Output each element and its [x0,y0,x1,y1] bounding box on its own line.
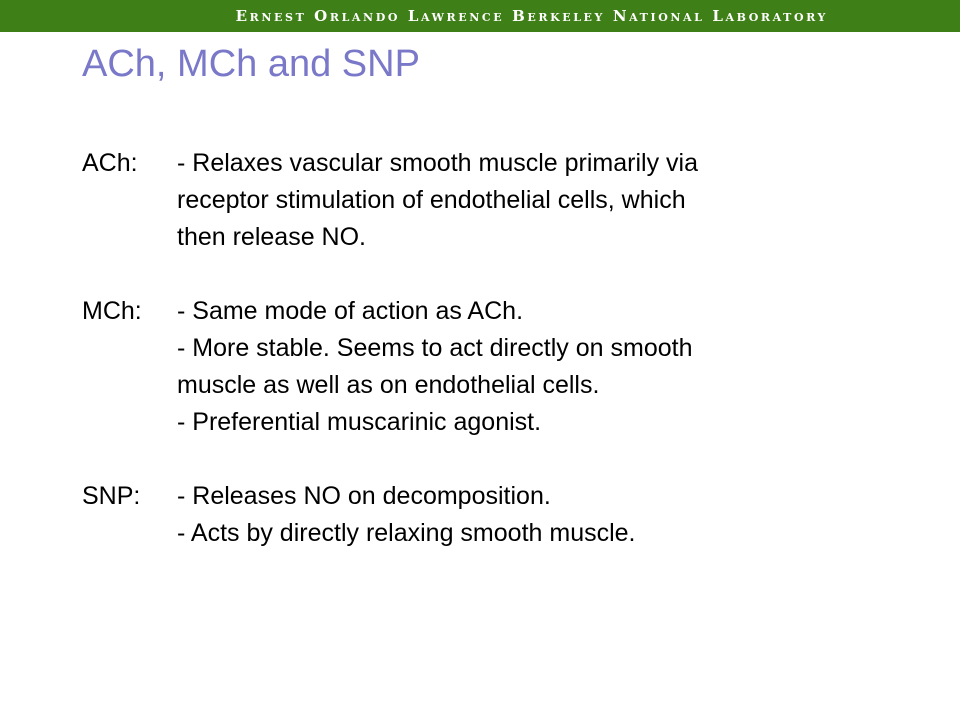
slide-title: ACh, MCh and SNP [82,43,420,85]
term-label: MCh: [82,297,142,325]
definition-line: - Releases NO on decomposition. [177,482,551,510]
banner-text: Ernest Orlando Lawrence Berkeley National Laboratory [235,7,828,25]
definition [177,145,882,256]
definition-line: then release NO. [177,223,366,251]
definition-line: - Acts by directly relaxing smooth muscle. [177,519,636,547]
term-label: SNP: [82,482,141,510]
definition-line: - Relaxes vascular smooth muscle primarily via [177,149,698,177]
definition-line: - Same mode of action as ACh. [177,297,524,325]
entry-snp [82,478,882,552]
definition [177,293,882,441]
slide-body [82,145,882,552]
header-banner [0,0,960,32]
entry-ach [82,145,882,256]
definition-line: - More stable. Seems to act directly on smooth [177,334,693,362]
entry-mch [82,293,882,441]
definition [177,478,882,552]
term-label: ACh: [82,149,138,177]
definition-line: receptor stimulation of endothelial cells, which [177,186,686,214]
definition-line: - Preferential muscarinic agonist. [177,408,542,436]
definition-line: muscle as well as on endothelial cells. [177,371,600,399]
